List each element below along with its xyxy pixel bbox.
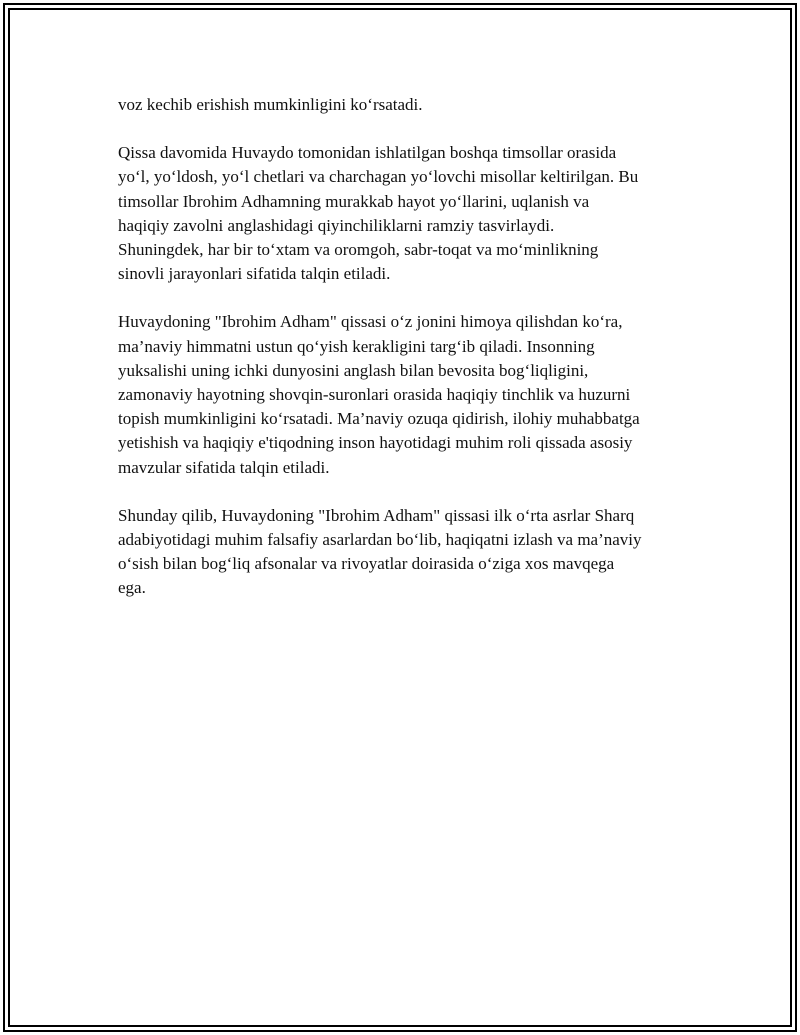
text-line: mavzular sifatida talqin etiladi. xyxy=(118,457,330,477)
paragraph-4 xyxy=(118,504,698,601)
text-line: yetishish va haqiqiy e'tiqodning inson hayotidagi muhim roli qissada asosiy xyxy=(118,433,633,453)
text-line: voz kechib erishish mumkinligini ko‘rsatadi. xyxy=(118,95,423,114)
paragraph-1 xyxy=(118,93,698,117)
text-line: timsollar Ibrohim Adhamning murakkab hayot yo‘llarini, uqlanish va xyxy=(118,191,590,211)
text-line: Huvaydoning "Ibrohim Adham" qissasi o‘z jonini himoya qilishdan ko‘ra, xyxy=(118,312,623,332)
text-line: adabiyotidagi muhim falsafiy asarlardan bo‘lib, haqiqatni izlash va ma’naviy xyxy=(118,530,642,550)
text-line: sinovli jarayonlari sifatida talqin etiladi. xyxy=(118,264,391,284)
text-line: zamonaviy hayotning shovqin-suronlari orasida haqiqiy tinchlik va huzurni xyxy=(118,385,631,405)
text-line: ma’naviy himmatni ustun qo‘yish kerakligini targ‘ib qiladi. Insonning xyxy=(118,336,595,356)
text-line: Shunday qilib, Huvaydoning "Ibrohim Adham" qissasi ilk o‘rta asrlar Sharq xyxy=(118,505,635,525)
text-line: ega. xyxy=(118,578,146,598)
text-line: topish mumkinligini ko‘rsatadi. Ma’naviy ozuqa qidirish, ilohiy muhabbatga xyxy=(118,409,640,429)
text-line: Qissa davomida Huvaydo tomonidan ishlatilgan boshqa timsollar orasida xyxy=(118,143,617,163)
text-line: yo‘l, yo‘ldosh, yo‘l chetlari va charchagan yo‘lovchi misollar keltirilgan. Bu xyxy=(118,167,639,187)
document-body xyxy=(118,93,698,625)
text-line: o‘sish bilan bog‘liq afsonalar va rivoyatlar doirasida o‘ziga xos mavqega xyxy=(118,554,615,574)
paragraph-2 xyxy=(118,141,698,286)
text-line: Shuningdek, har bir to‘xtam va oromgoh, sabr-toqat va mo‘minlikning xyxy=(118,240,599,260)
text-line: haqiqiy zavolni anglashidagi qiyinchiliklarni ramziy tasvirlaydi. xyxy=(118,215,555,235)
paragraph-3 xyxy=(118,310,698,479)
text-line: yuksalishi uning ichki dunyosini anglash bilan bevosita bog‘liqligini, xyxy=(118,360,589,380)
